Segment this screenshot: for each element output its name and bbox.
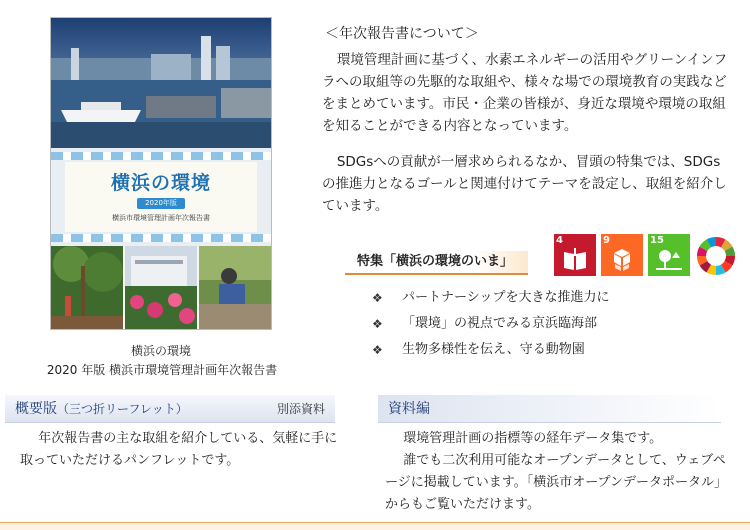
feature-list-item xyxy=(372,339,609,365)
sdg-color-wheel-icon xyxy=(696,236,736,276)
about-paragraph-2: SDGsへの貢献が一層求められるなか、冒頭の特集では、SDGs の推進力となるゴールと関連付けてテーマを設定し、取組を紹介しています。 xyxy=(322,154,727,214)
cubes-icon xyxy=(609,248,635,272)
data-section-text-2: 誰でも二次利用可能なオープンデータとして、ウェブページに掲載しています。「横浜市オープンデータポータル」からもご覧いただけます。 xyxy=(385,453,728,512)
sdg-9-industry-innovation-icon xyxy=(601,234,643,276)
leaflet-title: 概要版 xyxy=(15,401,57,417)
diamond-bullet-icon: ❖ xyxy=(372,291,383,305)
sdg-number: 9 xyxy=(603,235,610,246)
data-section-description xyxy=(385,428,730,516)
flower-garden-photo xyxy=(125,246,197,329)
sdg-15-life-on-land-icon xyxy=(648,234,690,276)
diamond-bullet-icon: ❖ xyxy=(372,317,383,331)
data-section-title: 資料編 xyxy=(388,401,430,417)
cover-title-band xyxy=(51,148,271,246)
feature-title: 特集「横浜の環境のいま」 xyxy=(345,251,528,275)
feature-list xyxy=(372,287,609,365)
cover-photo-strip xyxy=(51,246,271,329)
leaflet-description: 年次報告書の主な取組を紹介している、気軽に手に取っていただけるパンフレットです。 xyxy=(20,431,338,468)
leaflet-section-header xyxy=(5,395,335,423)
cover-caption-subtitle: 2020 年版 横浜市環境管理計画年次報告書 xyxy=(46,363,278,377)
feature-item-text: 「環境」の視点でみる京浜臨海部 xyxy=(402,316,598,331)
feature-item-text: 生物多様性を伝え、守る動物園 xyxy=(402,342,585,357)
cover-title: 横浜の環境 xyxy=(110,172,211,194)
tree-icon xyxy=(656,248,682,272)
sdg-number: 15 xyxy=(650,235,664,246)
harbor-photo xyxy=(51,18,271,148)
cover-caption-title: 横浜の環境 xyxy=(130,344,191,358)
feature-list-item xyxy=(372,287,609,313)
sdg-icon-group xyxy=(554,234,690,276)
diamond-bullet-icon: ❖ xyxy=(372,343,383,357)
leaflet-title-extra: （三つ折リーフレット） xyxy=(57,402,188,416)
data-section-text-1: 環境管理計画の指標等の経年データ集です。 xyxy=(403,431,663,446)
leaflet-note: 別添資料 xyxy=(276,402,325,416)
page-bottom-border xyxy=(0,522,750,530)
cover-subtitle: 横浜市環境管理計画年次報告書 xyxy=(112,214,210,222)
sdg-4-quality-education-icon xyxy=(554,234,596,276)
feature-list-item xyxy=(372,313,609,339)
book-icon xyxy=(562,248,588,272)
about-paragraph-1: 環境管理計画に基づく、水素エネルギーの活用やグリーンインフラへの取組等の先駆的な取組や、様々な場での環境教育の実践などをまとめています。市民・企業の皆様が、身近な環境や環境の取組を知ることができる内容となっています。 xyxy=(322,52,728,134)
sdg-number: 4 xyxy=(556,235,563,246)
cover-year-badge: 2020年版 xyxy=(137,198,185,209)
feature-item-text: パートナーシップを大きな推進力に xyxy=(402,290,610,305)
report-cover-image xyxy=(50,17,272,330)
data-section-header xyxy=(378,395,721,423)
about-heading: ＜年次報告書について＞ xyxy=(325,26,479,42)
farming-photo xyxy=(199,246,271,329)
forest-photo xyxy=(51,246,123,329)
